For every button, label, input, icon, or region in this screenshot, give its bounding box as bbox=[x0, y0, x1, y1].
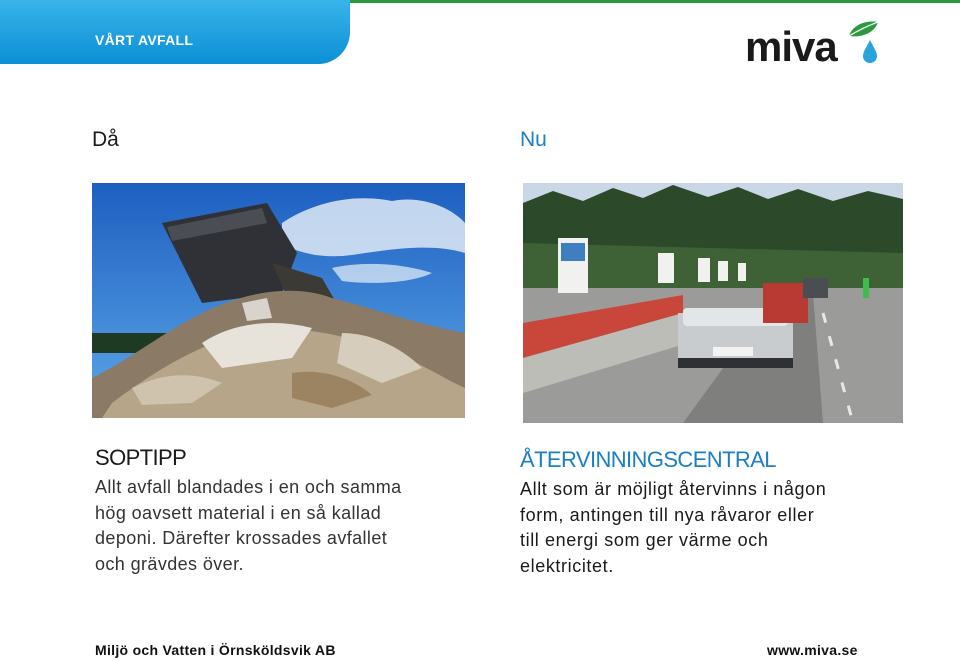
footer-website[interactable]: www.miva.se bbox=[767, 642, 858, 658]
footer-company: Miljö och Vatten i Örnsköldsvik AB bbox=[95, 642, 336, 658]
logo-wordmark: miva bbox=[745, 23, 837, 66]
now-heading: Nu bbox=[520, 128, 547, 151]
then-line: och grävdes över. bbox=[95, 553, 244, 574]
then-title: SOPTIPP bbox=[95, 445, 187, 470]
now-line: Allt som är möjligt återvinns i någon bbox=[520, 479, 827, 499]
now-line: form, antingen till nya råvaror eller bbox=[520, 504, 815, 525]
recycling-center-photo bbox=[523, 183, 903, 423]
now-line: elektricitet. bbox=[520, 555, 614, 576]
then-heading: Då bbox=[92, 128, 119, 151]
now-line: till energi som ger värme och bbox=[520, 530, 769, 550]
now-text-block bbox=[520, 447, 930, 579]
then-text-block bbox=[95, 445, 475, 577]
leaf-drop-icon bbox=[849, 22, 878, 63]
now-title: ÅTERVINNINGSCENTRAL bbox=[520, 447, 776, 472]
landfill-photo bbox=[92, 183, 465, 418]
section-title: VÅRT AVFALL bbox=[95, 32, 194, 48]
then-line: deponi. Därefter krossades avfallet bbox=[95, 528, 388, 548]
section-tab bbox=[0, 0, 350, 64]
then-line: hög oavsett material i en så kallad bbox=[95, 502, 382, 523]
miva-logo bbox=[745, 18, 885, 66]
then-line: Allt avfall blandades i en och samma bbox=[95, 477, 402, 497]
